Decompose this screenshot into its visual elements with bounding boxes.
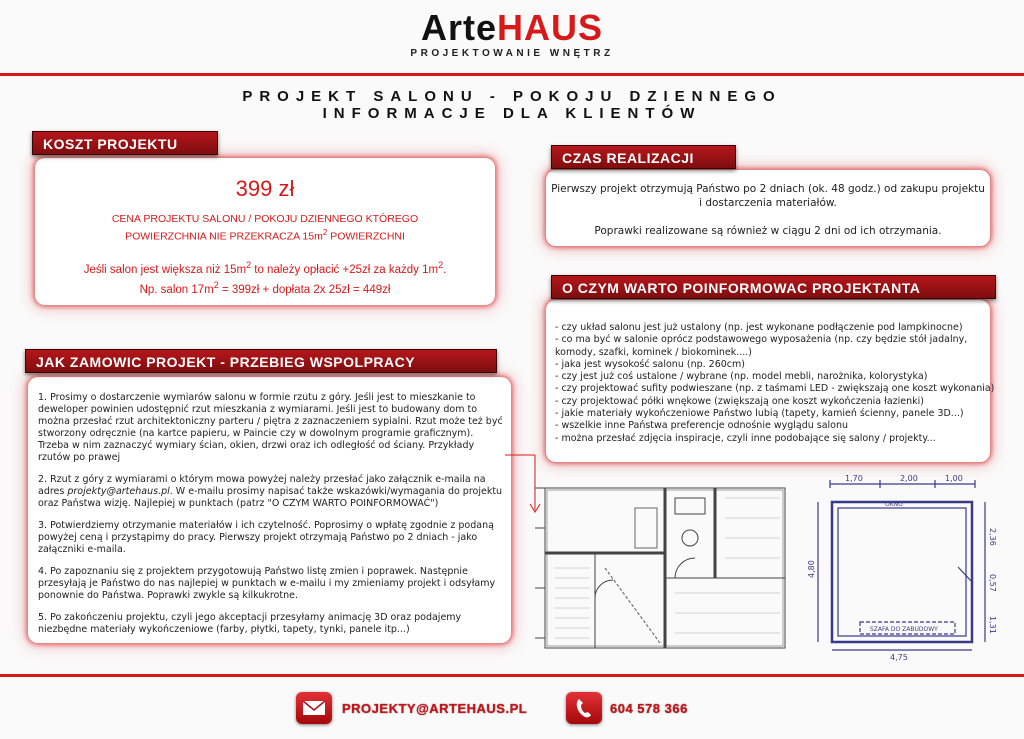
inform-list-item: - czy projektować półki wnękowe (zwiększają one koszt wykończenia łazienki) <box>555 395 924 407</box>
phone-icon[interactable] <box>566 692 602 724</box>
inform-tab: O CZYM WARTO POINFORMOWAC PROJEKTANTA <box>551 275 996 299</box>
price-note-line2: Np. salon $17m^2$ = 399zł + dopłata 2x 25zł = 449zł <box>139 279 391 296</box>
cost-tab: KOSZT PROJEKTU <box>32 131 218 155</box>
inform-list-item: - czy jest już coś ustalone / wybrane (np. model mebli, narożnika, kolorystyka) <box>555 371 928 383</box>
header-divider <box>0 73 1024 76</box>
sketch-dim-left: 4,80 <box>807 560 816 578</box>
inform-list-item: - czy układ salonu jest już ustalony (np. jest wykonane podłączenie pod lampkinocne) <box>555 322 963 333</box>
price-value: 399 zł <box>235 176 295 201</box>
inform-list-item: - jaka jest wysokość salonu (np. 260cm) <box>555 358 745 370</box>
inform-list-item: - czy projektować sufity podwieszane (np. z taśmami LED - zwiększają one koszt wykonania) <box>555 383 995 395</box>
price-note-line1: Jeśli salon jest większa niż $15m^2$ to należy opłacić +25zł za każdy $1m^2$. <box>83 260 447 276</box>
footer-phone[interactable]: 604 578 366 <box>610 701 688 716</box>
page-subtitle: INFORMACJE DLA KLIENTÓW <box>322 105 702 122</box>
inform-list-item: - wszelkie inne Państwa preferencje odnośnie wyglądu salonu <box>555 420 849 432</box>
inform-list-item: - można przesłać zdjęcia inspiracje, czyli inne podobające się salony / projekty... <box>555 432 936 444</box>
sketch-dim-top-left: 1,70 <box>845 474 863 483</box>
logo-tagline: PROJEKTOWANIE WNĘTRZ <box>410 48 614 59</box>
logo <box>0 8 1024 48</box>
realization-p1: Pierwszy projekt otrzymują Państwo po 2 dniach (ok. 48 godz.) od zakupu projektu i dostarczenia materiałów. <box>551 183 985 209</box>
sketch-plan-image <box>800 472 1005 662</box>
price-desc-line1: CENA PROJEKTU SALONU / POKOJU DZIENNEGO KTÓREGO <box>111 213 419 225</box>
realization-text <box>548 182 988 252</box>
sketch-dim-right-top: 2,36 <box>988 528 997 546</box>
order-email-link[interactable]: projekty@artehaus.pl <box>67 486 170 497</box>
order-steps <box>38 392 506 646</box>
logo-arte: Arte <box>420 7 497 48</box>
page-title: PROJEKT SALONU - POKOJU DZIENNEGO <box>242 88 782 105</box>
price-note <box>40 258 490 298</box>
inform-list-item: - co ma być w salonie oprócz podstawowego wyposażenia (np. czy będzie stół jadalny, komody, szafki, kominek / biokominek....) <box>555 334 968 358</box>
footer-divider <box>0 674 1024 677</box>
order-step-1: 1. Prosimy o dostarczenie wymiarów salonu w formie rzutu z góry. Jeśli jest to mieszkanie to deweloper powinien udostępnić rzut mieszkania z wymiarami. Jeśli jest to budowany dom to można przesłać rzut architektoniczny parteru / piętra z zaznaczeniem sypialni. Rzut może też być stworzony odręcznie (na kartce papieru, w Paincie czy w dowolnym programie graficznym). Trzeba w nim zaznaczyć wymiary ścian, okien, drzwi oraz ich odległość od ściany. Przykłady rzutów po prawej <box>38 392 503 463</box>
sketch-dim-right-bottom: 1,31 <box>988 616 997 634</box>
sketch-dim-bottom: 4,75 <box>890 653 908 662</box>
envelope-icon[interactable] <box>296 692 332 724</box>
order-step-4: 4. Po zapoznaniu się z projektem przygotowują Państwo listę zmien i poprawek. Następnie przesyłają je Państwo do nas najlepiej w punktach w e-mailu i my zmieniamy projekt i odsyłamy ponownie do Państwa. Poprawki zwykle są kilkukrotne. <box>38 566 496 601</box>
sketch-wardrobe-label: SZAFA DO ZABUDOWY <box>870 626 938 633</box>
price-desc-line2: POWIERZCHNIA NIE PRZEKRACZA $15m^2$ POWIERZCHNI <box>125 228 405 243</box>
sketch-window-label: OKNO <box>885 501 903 508</box>
order-step-5: 5. Po zakończeniu projektu, czyli jego akceptacji przesyłamy animację 3D oraz podajemy niezbędne materiały wykończeniowe (farby, płytki, tapety, tynki, panele itp...) <box>38 612 462 635</box>
inform-list-item: - jakie materiały wykończeniowe Państwo lubią (tapety, kamień ścienny, panele 3D...) <box>555 408 964 420</box>
order-step-3: 3. Potwierdziemy otrzymanie materiałów i ich czytelność. Poprosimy o wpłatę zgodnie z podaną powyżej ceną i przystąpimy do pracy. Pierwszy projekt otrzymają Państwo po 2 dniach - jako załączniki e-maila. <box>38 520 494 555</box>
realization-p2: Poprawki realizowane są również w ciągu 2 dni od ich otrzymania. <box>594 225 942 237</box>
sketch-dim-right-mid: 0,57 <box>988 574 997 592</box>
realization-tab: CZAS REALIZACJI <box>551 145 736 169</box>
order-tab: JAK ZAMOWIC PROJEKT - PRZEBIEG WSPOLPRACY <box>25 349 497 373</box>
order-step-2: 2. Rzut z góry z wymiarami o którym mowa powyżej należy przesłać jako załącznik e-maila na adres projekty@artehaus.pl. W e-mailu prosimy napisać także wskazówki/wymagania do projektu oraz Państwa wizję. Najlepiej w punktach (patrz "O CZYM WARTO POINFORMOWAĆ") <box>38 474 503 509</box>
inform-list <box>555 322 995 445</box>
footer-email[interactable]: PROJEKTY@ARTEHAUS.PL <box>342 701 528 716</box>
logo-haus: HAUS <box>497 7 604 48</box>
sketch-dim-top-mid: 2,00 <box>900 474 918 483</box>
price-description <box>40 212 490 244</box>
sketch-dim-top-right: 1,00 <box>945 474 963 483</box>
floor-plan-image <box>535 468 800 658</box>
